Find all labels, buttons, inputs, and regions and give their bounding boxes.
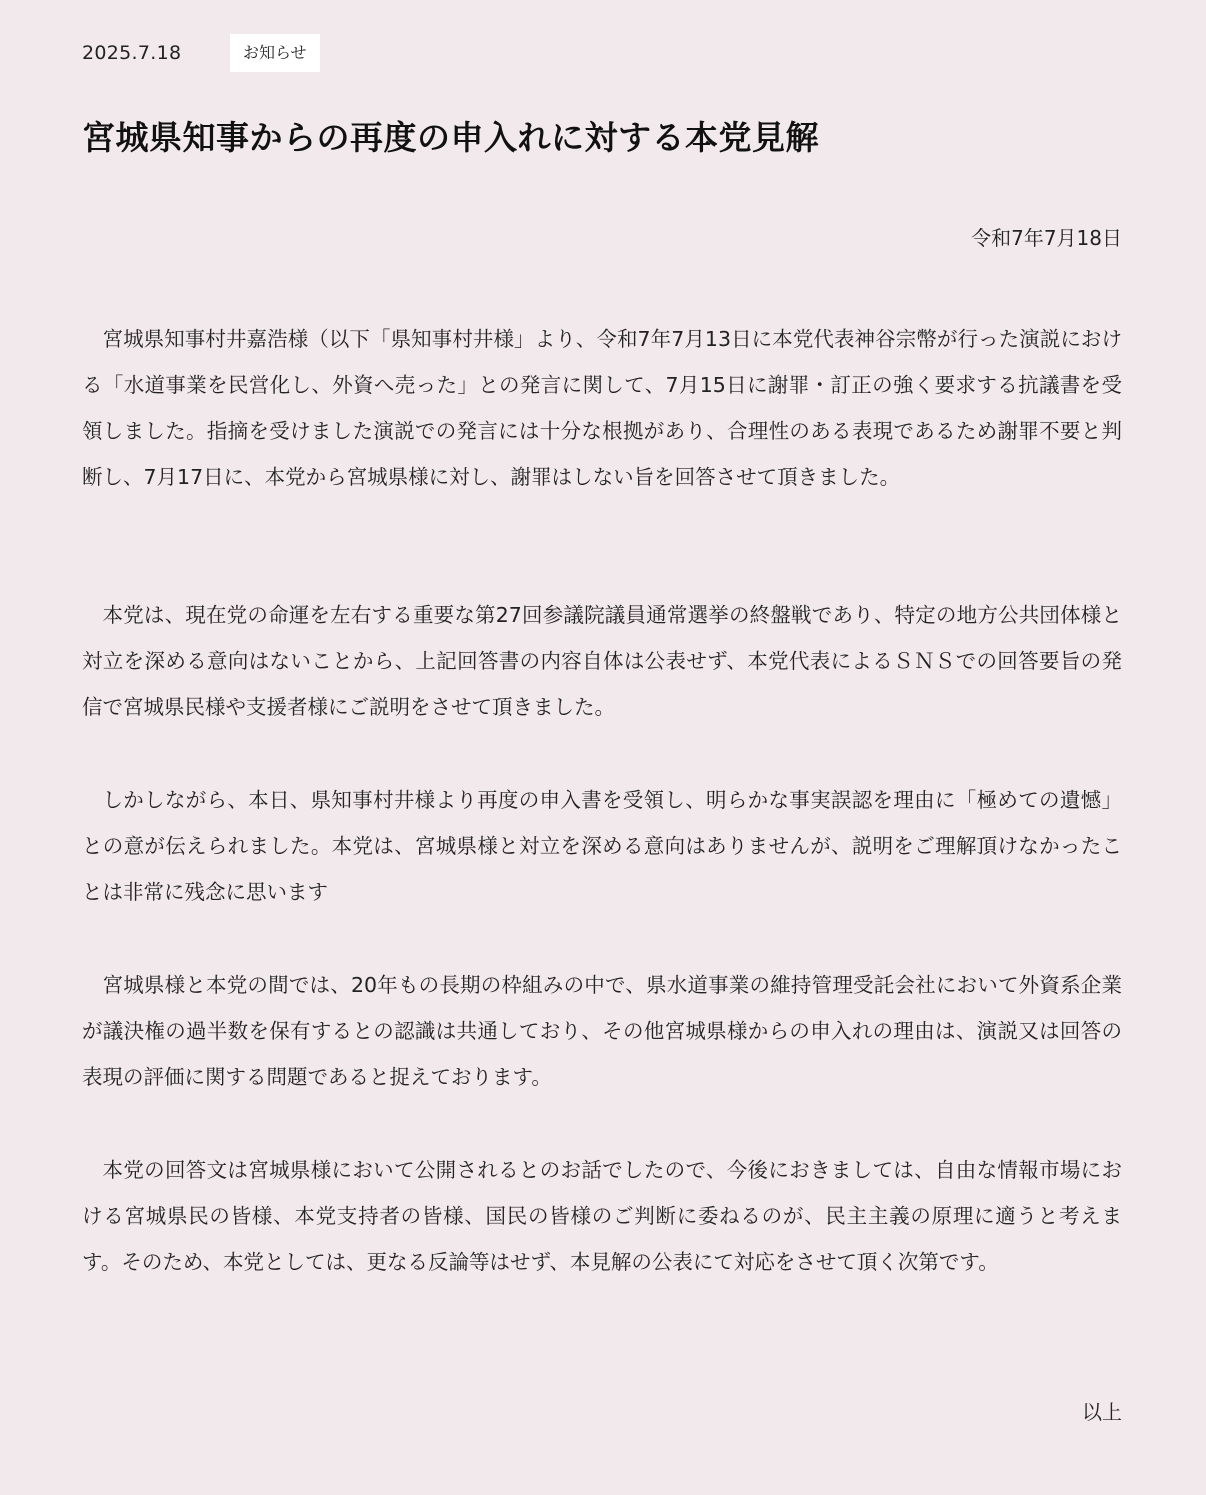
- body-paragraph-4: 宮城県様と本党の間では、20年もの長期の枠組みの中で、県水道事業の維持管理受託会社において外資系企業が議決権の過半数を保有するとの認識は共通しており、その他宮城県様からの申入れの理由は、演説又は回答の表現の評価に関する問題であると捉えております。: [82, 973, 1122, 1089]
- body-paragraph-5: 本党の回答文は宮城県様において公開されるとのお話でしたので、今後におきましては、自由な情報市場における宮城県民の皆様、本党支持者の皆様、国民の皆様のご判断に委ねるのが、民主主義の原理に適うと考えます。そのため、本党としては、更なる反論等はせず、本見解の公表にて対応をさせて頂く次第です。: [82, 1158, 1122, 1274]
- post-date: 2025.7.18: [82, 42, 182, 64]
- letter-date: 令和7年7月18日: [971, 226, 1122, 250]
- category-badge[interactable]: お知らせ: [230, 34, 320, 72]
- body-paragraph-2: 本党は、現在党の命運を左右する重要な第27回参議院議員通常選挙の終盤戦であり、特定の地方公共団体様と対立を深める意向はないことから、上記回答書の内容自体は公表せず、本党代表によるＳＮＳでの回答要旨の発信で宮城県民様や支援者様にご説明をさせて頂きました。: [82, 603, 1122, 719]
- page-title: 宮城県知事からの再度の申入れに対する本党見解: [82, 118, 819, 157]
- closing-mark: 以上: [1082, 1400, 1122, 1424]
- body-paragraph-1: 宮城県知事村井嘉浩様（以下「県知事村井様」より、令和7年7月13日に本党代表神谷宗幣が行った演説における「水道事業を民営化し、外資へ売った」との発言に関して、7月15日に謝罪・訂正の強く要求する抗議書を受領しました。指摘を受けました演説での発言には十分な根拠があり、合理性のある表現であるため謝罪不要と判断し、7月17日に、本党から宮城県様に対し、謝罪はしない旨を回答させて頂きました。: [82, 327, 1122, 489]
- body-paragraph-3: しかしながら、本日、県知事村井様より再度の申入書を受領し、明らかな事実誤認を理由に「極めての遺憾」との意が伝えられました。本党は、宮城県様と対立を深める意向はありませんが、説明をご理解頂けなかったことは非常に残念に思います: [82, 788, 1122, 904]
- post-meta: [82, 34, 320, 72]
